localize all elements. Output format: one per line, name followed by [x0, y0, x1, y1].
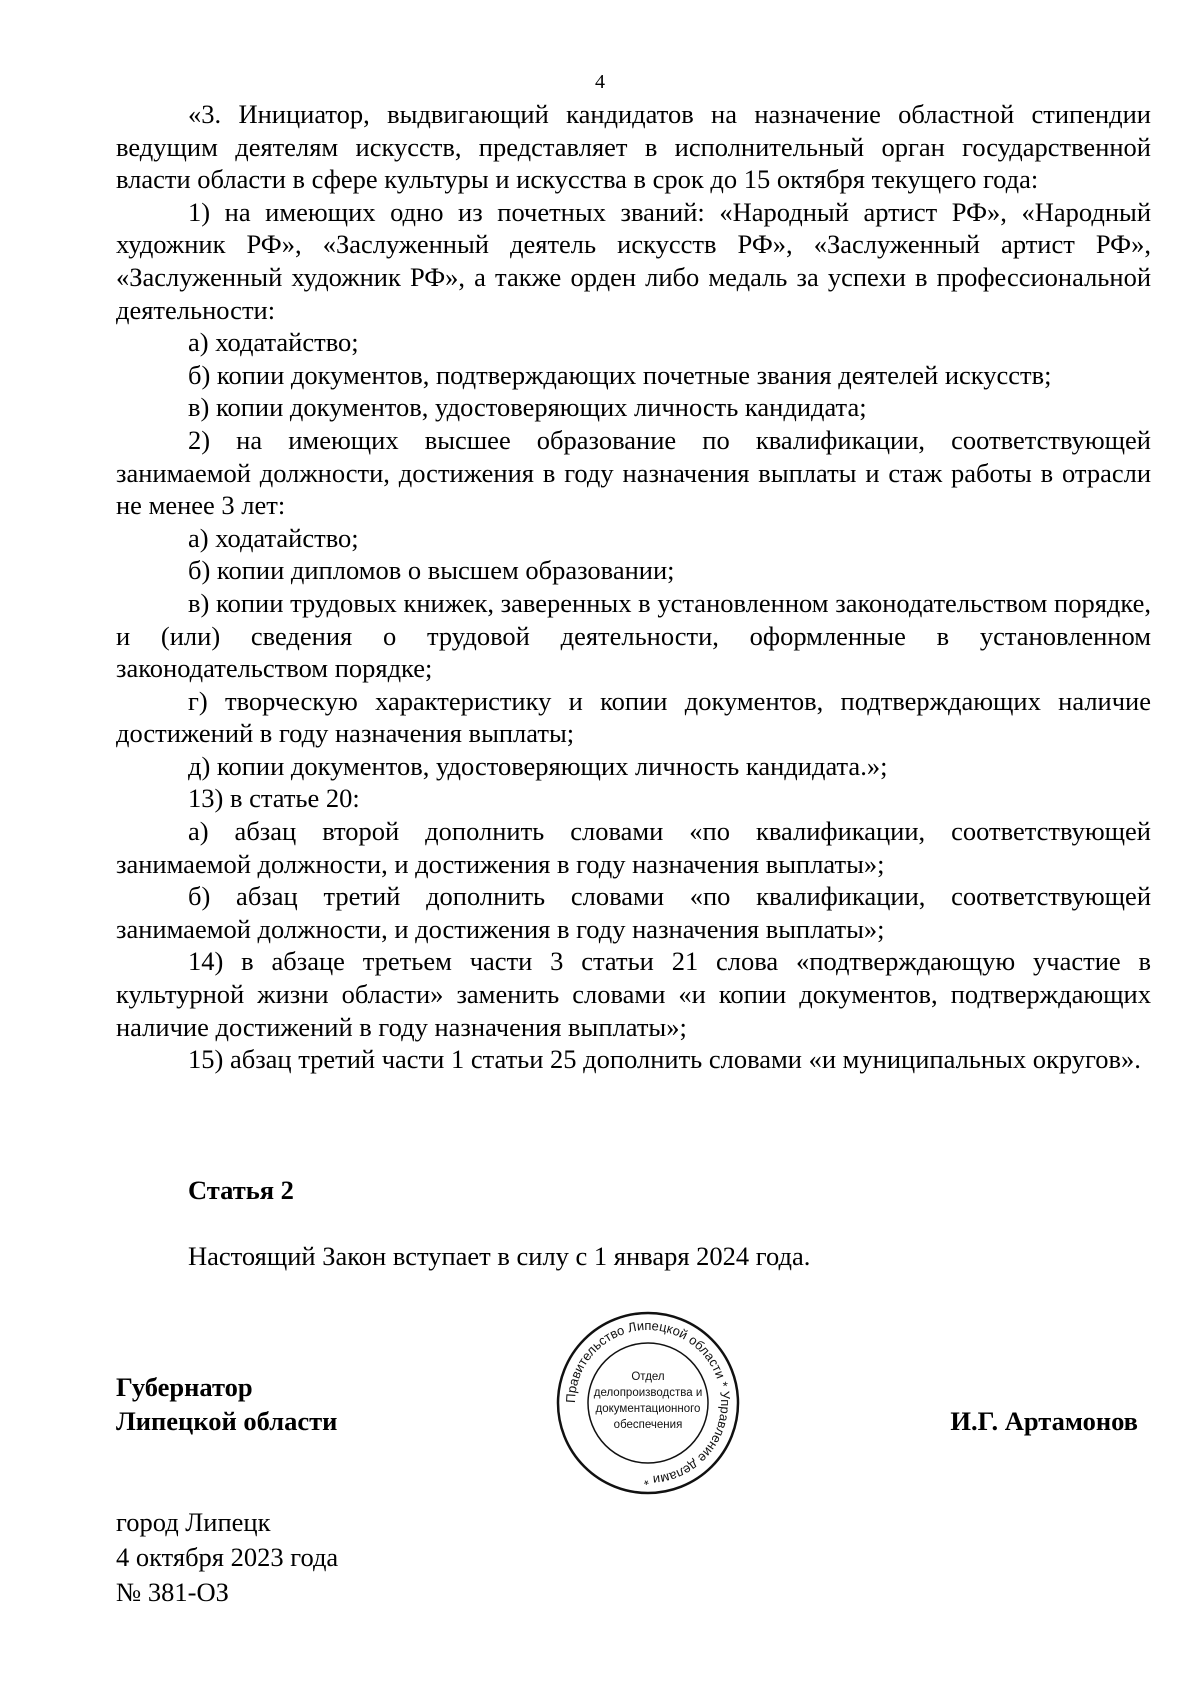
paragraph: в) копии документов, удостоверяющих личность кандидата;: [188, 392, 867, 423]
paragraph: д) копии документов, удостоверяющих личность кандидата.»;: [188, 750, 888, 781]
page-number: 4: [595, 71, 605, 93]
paragraph: в) копии трудовых книжек, заверенных в установленном законодательством порядке, и (или) сведения о трудовой деятельности, оформленные в установленном законодательством порядке;: [116, 587, 1151, 684]
signatory-title-line: Губернатор: [116, 1372, 253, 1402]
paragraph: 2) на имеющих высшее образование по квалификации, соответствующей занимаемой должности, достижения в году назначения выплаты и стаж работы в отрасли не менее 3 лет:: [116, 424, 1151, 521]
article-heading: Статья 2: [188, 1175, 294, 1205]
paragraph: б) копии документов, подтверждающих почетные звания деятелей искусств;: [188, 359, 1052, 390]
paragraph: 13) в статье 20:: [188, 783, 360, 814]
paragraph: 15) абзац третий части 1 статьи 25 дополнить словами «и муниципальных округов».: [188, 1044, 1141, 1075]
paragraph: а) ходатайство;: [188, 327, 359, 358]
paragraph: 14) в абзаце третьем части 3 статьи 21 слова «подтверждающую участие в культурной жизни области» заменить словами «и копии документов, подтверждающих наличие достижений в году назначения выплаты»;: [116, 946, 1151, 1042]
official-seal-stamp: [555, 1310, 741, 1496]
seal-center-line: Отдел: [631, 1371, 665, 1383]
paragraph: б) копии дипломов о высшем образовании;: [188, 555, 675, 586]
article-text: Настоящий Закон вступает в силу с 1 января 2024 года.: [188, 1241, 811, 1271]
paragraph: 1) на имеющих одно из почетных званий: «Народный артист РФ», «Народный художник РФ», «Заслуженный деятель искусств РФ», «Заслуженный артист РФ», «Заслуженный художник РФ», а также орден либо медаль за успехи в профессиональной деятельности:: [116, 196, 1151, 325]
seal-ring-text: Правительство Липецкой области * Управление делами *: [562, 1317, 734, 1489]
paragraph: г) творческую характеристику и копии документов, подтверждающих наличие достижений в году назначения выплаты;: [116, 685, 1151, 749]
seal-center-line: обеспечения: [613, 1419, 683, 1431]
signatory-title-line: Липецкой области: [116, 1406, 338, 1436]
paragraph: «3. Инициатор, выдвигающий кандидатов на назначение областной стипендии ведущим деятелям искусств, представляет в исполнительный орган государственной власти области в сфере культуры и искусства в срок до 15 октября текущего года:: [116, 99, 1151, 195]
footer-city: город Липецк: [116, 1507, 271, 1537]
seal-center-line: делопроизводства и: [593, 1387, 703, 1399]
paragraph: а) ходатайство;: [188, 522, 359, 553]
footer-law-number: № 381-ОЗ: [116, 1577, 229, 1607]
document-footer: [116, 1505, 338, 1610]
seal-center-line: документационного: [595, 1403, 701, 1415]
paragraph: а) абзац второй дополнить словами «по квалификации, соответствующей занимаемой должности, и достижения в году назначения выплаты»;: [116, 816, 1151, 879]
document-body: [116, 98, 1151, 1076]
paragraph: б) абзац третий дополнить словами «по квалификации, соответствующей занимаемой должности, и достижения в году назначения выплаты»;: [116, 881, 1151, 944]
signatory-name: И.Г. Артамонов: [950, 1406, 1138, 1436]
signatory-title: [116, 1370, 337, 1438]
footer-date: 4 октября 2023 года: [116, 1542, 339, 1572]
